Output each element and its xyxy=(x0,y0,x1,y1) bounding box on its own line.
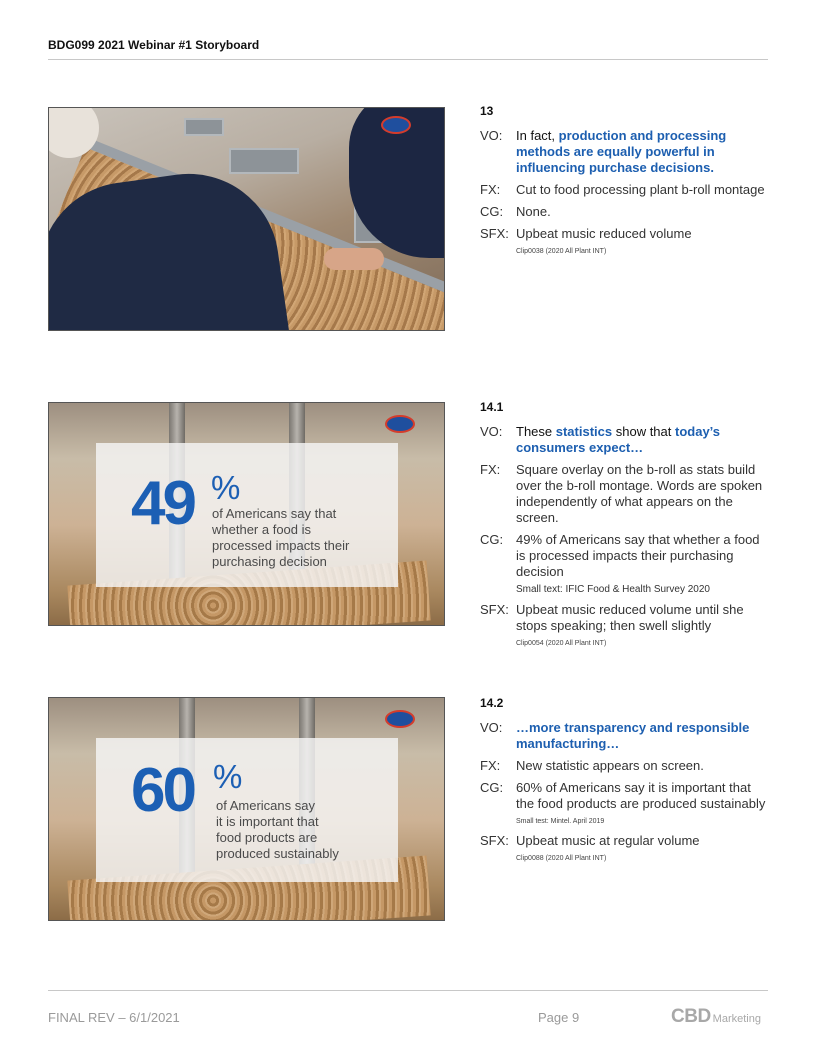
cg-row: CG: 60% of Americans say it is important that the food products are produced sustainably xyxy=(480,780,766,811)
stat-caption: of Americans say that whether a food is processed impacts their purchasing decision xyxy=(212,506,350,569)
vo-row: VO: In fact, production and processing methods are equally powerful in influencing purchase decisions. xyxy=(480,128,727,175)
cg-row: CG: None. xyxy=(480,204,551,219)
sfx-row: SFX: Upbeat music reduced volume until she stops speaking; then swell slightly xyxy=(480,602,744,633)
cbd-marketing-logo: CBD Marketing xyxy=(671,1006,761,1027)
stat-percent: % xyxy=(213,758,243,795)
clip-reference: Clip0038 (2020 All Plant INT) xyxy=(516,248,607,255)
vo-row: VO: These statistics show that today’s consumers expect… xyxy=(480,424,721,455)
header-divider xyxy=(48,59,768,60)
stat-number: 60 xyxy=(131,756,194,825)
stat-overlay xyxy=(96,443,398,587)
fx-row: FX: Cut to food processing plant b-roll montage xyxy=(480,182,765,197)
scene-14-1-script xyxy=(480,400,770,647)
sfx-row: SFX: Upbeat music at regular volume xyxy=(480,833,700,848)
scene-number: 14.1 xyxy=(480,400,504,414)
stat-caption: of Americans say it is important that food products are produced sustainably xyxy=(216,798,339,861)
blue-diamond-logo-icon xyxy=(385,710,415,728)
stat-overlay xyxy=(96,738,398,882)
footer-divider xyxy=(48,990,768,991)
scene-number: 13 xyxy=(480,104,494,118)
cg-row: CG: 49% of Americans say that whether a food is processed impacts their purchasing decision Small text: IFIC Food & Health Survey 2020 xyxy=(480,532,760,595)
scene-13-script xyxy=(480,104,770,255)
cg-source: Small test: Mintel. April 2019 xyxy=(516,818,605,825)
page-number: Page 9 xyxy=(538,1010,580,1025)
fx-row: FX: New statistic appears on screen. xyxy=(480,758,704,773)
fx-row: FX: Square overlay on the b-roll as stats build over the b-roll montage. Words are spoken independently of what appears on the screen. xyxy=(480,462,763,525)
blue-diamond-logo-icon xyxy=(381,116,411,134)
scene-14-2-script xyxy=(480,696,770,862)
scene-number: 14.2 xyxy=(480,696,504,710)
vo-row: VO: …more transparency and responsible manufacturing… xyxy=(480,720,750,751)
scene-13-image xyxy=(48,107,445,331)
clip-reference: Clip0088 (2020 All Plant INT) xyxy=(516,855,607,862)
clip-reference: Clip0054 (2020 All Plant INT) xyxy=(516,640,607,647)
sfx-row: SFX: Upbeat music reduced volume xyxy=(480,226,692,241)
scene-14-1-slide xyxy=(48,402,445,626)
scene-14-2-slide xyxy=(48,697,445,921)
document-title: BDG099 2021 Webinar #1 Storyboard xyxy=(48,38,260,52)
revision-label: FINAL REV – 6/1/2021 xyxy=(48,1010,180,1025)
stat-number: 49 xyxy=(131,469,194,538)
stat-percent: % xyxy=(211,469,241,506)
blue-diamond-logo-icon xyxy=(385,415,415,433)
